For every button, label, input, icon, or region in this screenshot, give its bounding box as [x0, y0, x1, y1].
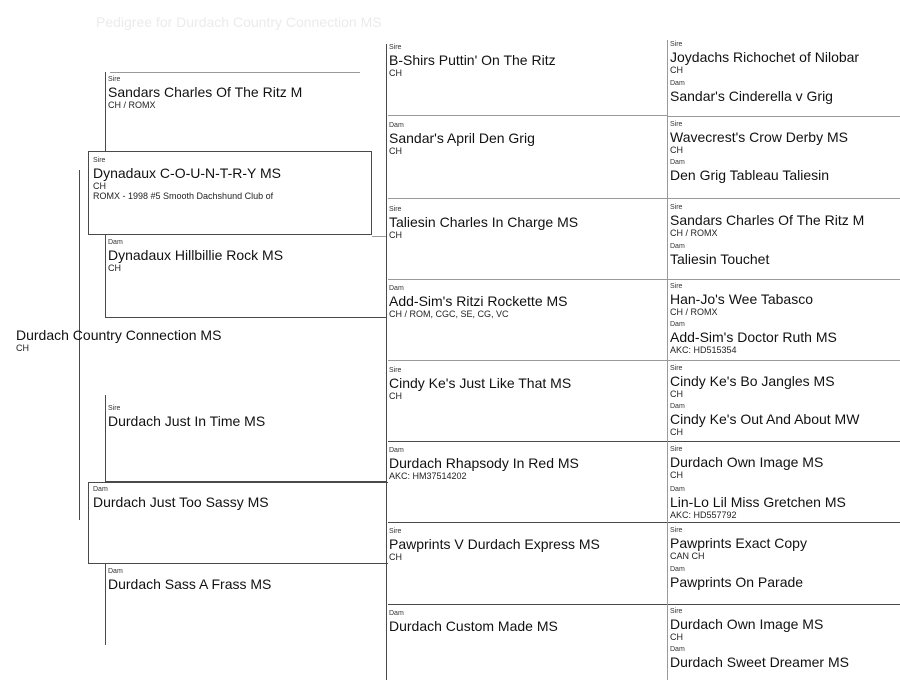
role-label: Dam [108, 568, 123, 575]
subject-titles: CH [16, 343, 29, 353]
role-label: Dam [389, 285, 404, 292]
dog-name: Cindy Ke's Out And About MW [670, 411, 860, 427]
gen2-ss-entry [108, 76, 302, 110]
gen3-sds-entry [389, 206, 578, 240]
dog-name: Durdach Sass A Frass MS [108, 576, 272, 592]
dog-name: Cindy Ke's Bo Jangles MS [670, 373, 835, 389]
gen4-dssd-entry [670, 403, 859, 437]
gen4-ddds-entry [670, 608, 823, 642]
gen4-sdds-entry [670, 283, 813, 317]
row-line [668, 604, 900, 605]
gen4-sddd-entry [670, 321, 837, 355]
dog-name: Pawprints Exact Copy [670, 535, 807, 551]
role-label: Dam [670, 243, 685, 250]
dog-name: Durdach Rhapsody In Red MS [389, 455, 579, 471]
dog-titles: CH [670, 65, 683, 75]
gen1-sire-entry [93, 157, 281, 202]
box-line [371, 151, 372, 235]
dog-name: Pawprints On Parade [670, 574, 804, 590]
dog-titles: CH [389, 230, 402, 240]
gen3-ssd-entry [389, 122, 535, 156]
dog-titles: CH / ROMX [670, 307, 718, 317]
gen4-ddsd-entry [670, 566, 803, 590]
gen2-connector-line [105, 72, 106, 152]
gen4-dsds-entry [670, 446, 823, 480]
dog-titles: CH [670, 632, 683, 642]
gen3-sss-entry [389, 44, 556, 78]
gen4-dsss-entry [670, 365, 835, 399]
dog-titles: CH [670, 145, 683, 155]
gen4-sdsd-entry [670, 243, 769, 267]
gen2-dd-entry [108, 568, 271, 592]
role-label: Sire [108, 405, 121, 412]
row-line [668, 522, 900, 523]
dog-name: Taliesin Touchet [670, 251, 770, 267]
row-line [668, 441, 900, 442]
dog-titles: AKC: HD557792 [670, 510, 737, 520]
box-line [88, 482, 89, 564]
row-line [388, 441, 668, 442]
row-line [388, 279, 668, 280]
role-label: Sire [670, 527, 683, 534]
dog-note: ROMX - 1998 #5 Smooth Dachshund Club of [93, 191, 274, 201]
dog-name: Durdach Custom Made MS [389, 618, 558, 634]
gen1-dam-entry [93, 486, 269, 510]
dog-name: Sandars Charles Of The Ritz M [670, 212, 865, 228]
box-line [88, 234, 372, 235]
dog-name: Dynadaux C-O-U-N-T-R-Y MS [93, 165, 281, 181]
dog-name: B-Shirs Puttin' On The Ritz [389, 52, 556, 68]
dog-titles: AKC: HM37514202 [389, 471, 467, 481]
role-label: Dam [670, 486, 685, 493]
role-label: Dam [93, 486, 108, 493]
role-label: Dam [389, 610, 404, 617]
box-line [88, 151, 372, 152]
dog-titles: CH [389, 68, 402, 78]
row-line [668, 198, 900, 199]
role-label: Sire [670, 204, 683, 211]
role-label: Sire [670, 283, 683, 290]
gen2-ds-entry [108, 405, 265, 429]
dog-name: Pawprints V Durdach Express MS [389, 536, 600, 552]
box-line [88, 563, 388, 564]
gen2-connector-line [105, 481, 387, 482]
page-title: Pedigree for Durdach Country Connection MS [96, 14, 382, 30]
row-line [668, 360, 900, 361]
row-line [388, 522, 668, 523]
gen3-sdd-entry [389, 285, 568, 319]
gen3-ddd-entry [389, 610, 558, 634]
box-line [88, 482, 388, 483]
dog-titles: CH [389, 391, 402, 401]
role-label: Sire [389, 367, 402, 374]
dog-name: Durdach Just Too Sassy MS [93, 494, 269, 510]
gen2-sd-entry [108, 239, 283, 273]
box-line [110, 72, 360, 73]
dog-titles: CH [389, 552, 402, 562]
dog-titles: CAN CH [670, 551, 705, 561]
role-label: Dam [670, 80, 685, 87]
dog-titles: CH / ROMX [670, 228, 718, 238]
gen4-ssdd-entry [670, 159, 829, 183]
role-label: Sire [670, 121, 683, 128]
dog-titles: CH [670, 427, 683, 437]
gen4-sdss-entry [670, 204, 864, 238]
dog-name: Han-Jo's Wee Tabasco [670, 291, 814, 307]
role-label: Dam [670, 159, 685, 166]
gen4-ssds-entry [670, 121, 848, 155]
gen4-sssd-entry [670, 80, 833, 104]
dog-titles: CH [670, 389, 683, 399]
gen2-connector-line [105, 235, 106, 317]
role-label: Sire [670, 365, 683, 372]
dog-name: Cindy Ke's Just Like That MS [389, 375, 572, 391]
dog-name: Sandars Charles Of The Ritz M [108, 84, 303, 100]
gen4-ddss-entry [670, 527, 807, 561]
gen3-dds-entry [389, 528, 600, 562]
gen4-dsdd-entry [670, 486, 846, 520]
dog-name: Durdach Own Image MS [670, 616, 824, 632]
role-label: Sire [389, 528, 402, 535]
gen4-ssss-entry [670, 41, 859, 75]
dog-titles: CH [670, 470, 683, 480]
role-label: Dam [389, 447, 404, 454]
role-label: Sire [389, 206, 402, 213]
role-label: Sire [108, 76, 121, 83]
subject-entry [16, 327, 221, 354]
dog-name: Taliesin Charles In Charge MS [389, 214, 579, 230]
role-label: Sire [670, 41, 683, 48]
dog-name: Sandar's Cinderella v Grig [670, 88, 833, 104]
box-line [372, 236, 387, 237]
dog-titles: CH / ROMX [108, 100, 156, 110]
gen4-dddd-entry [670, 646, 849, 670]
dog-name: Durdach Sweet Dreamer MS [670, 654, 849, 670]
dog-titles: CH [108, 263, 121, 273]
role-label: Sire [670, 608, 683, 615]
role-label: Sire [670, 446, 683, 453]
row-line [388, 604, 668, 605]
dog-name: Durdach Just In Time MS [108, 413, 266, 429]
row-line [388, 360, 668, 361]
role-label: Dam [670, 321, 685, 328]
gen2-connector-line [105, 564, 106, 645]
role-label: Sire [389, 44, 402, 51]
dog-name: Joydachs Richochet of Nilobar [670, 49, 860, 65]
gen2-connector-line [105, 395, 106, 482]
dog-titles: CH / ROM, CGC, SE, CG, VC [389, 309, 509, 319]
dog-name: Wavecrest's Crow Derby MS [670, 129, 848, 145]
row-line [668, 116, 900, 117]
gen3-connector-line [386, 44, 387, 680]
dog-name: Durdach Own Image MS [670, 454, 824, 470]
dog-name: Add-Sim's Ritzi Rockette MS [389, 293, 568, 309]
row-line [388, 198, 668, 199]
role-label: Dam [670, 403, 685, 410]
dog-titles: CH [389, 146, 402, 156]
dog-titles: AKC: HD515354 [670, 345, 737, 355]
role-label: Dam [108, 239, 123, 246]
role-label: Sire [93, 157, 106, 164]
dog-name: Dynadaux Hillbillie Rock MS [108, 247, 284, 263]
gen3-dsd-entry [389, 447, 579, 481]
row-line [388, 115, 668, 116]
row-line [668, 279, 900, 280]
role-label: Dam [670, 646, 685, 653]
dog-name: Add-Sim's Doctor Ruth MS [670, 329, 837, 345]
subject-name: Durdach Country Connection MS [16, 327, 222, 343]
dog-name: Lin-Lo Lil Miss Gretchen MS [670, 494, 846, 510]
box-line [88, 151, 89, 235]
dog-titles: CH [93, 181, 106, 191]
gen3-dss-entry [389, 367, 571, 401]
role-label: Dam [670, 566, 685, 573]
dog-name: Sandar's April Den Grig [389, 130, 535, 146]
role-label: Dam [389, 122, 404, 129]
dog-name: Den Grig Tableau Taliesin [670, 167, 830, 183]
gen2-connector-line [105, 317, 387, 318]
